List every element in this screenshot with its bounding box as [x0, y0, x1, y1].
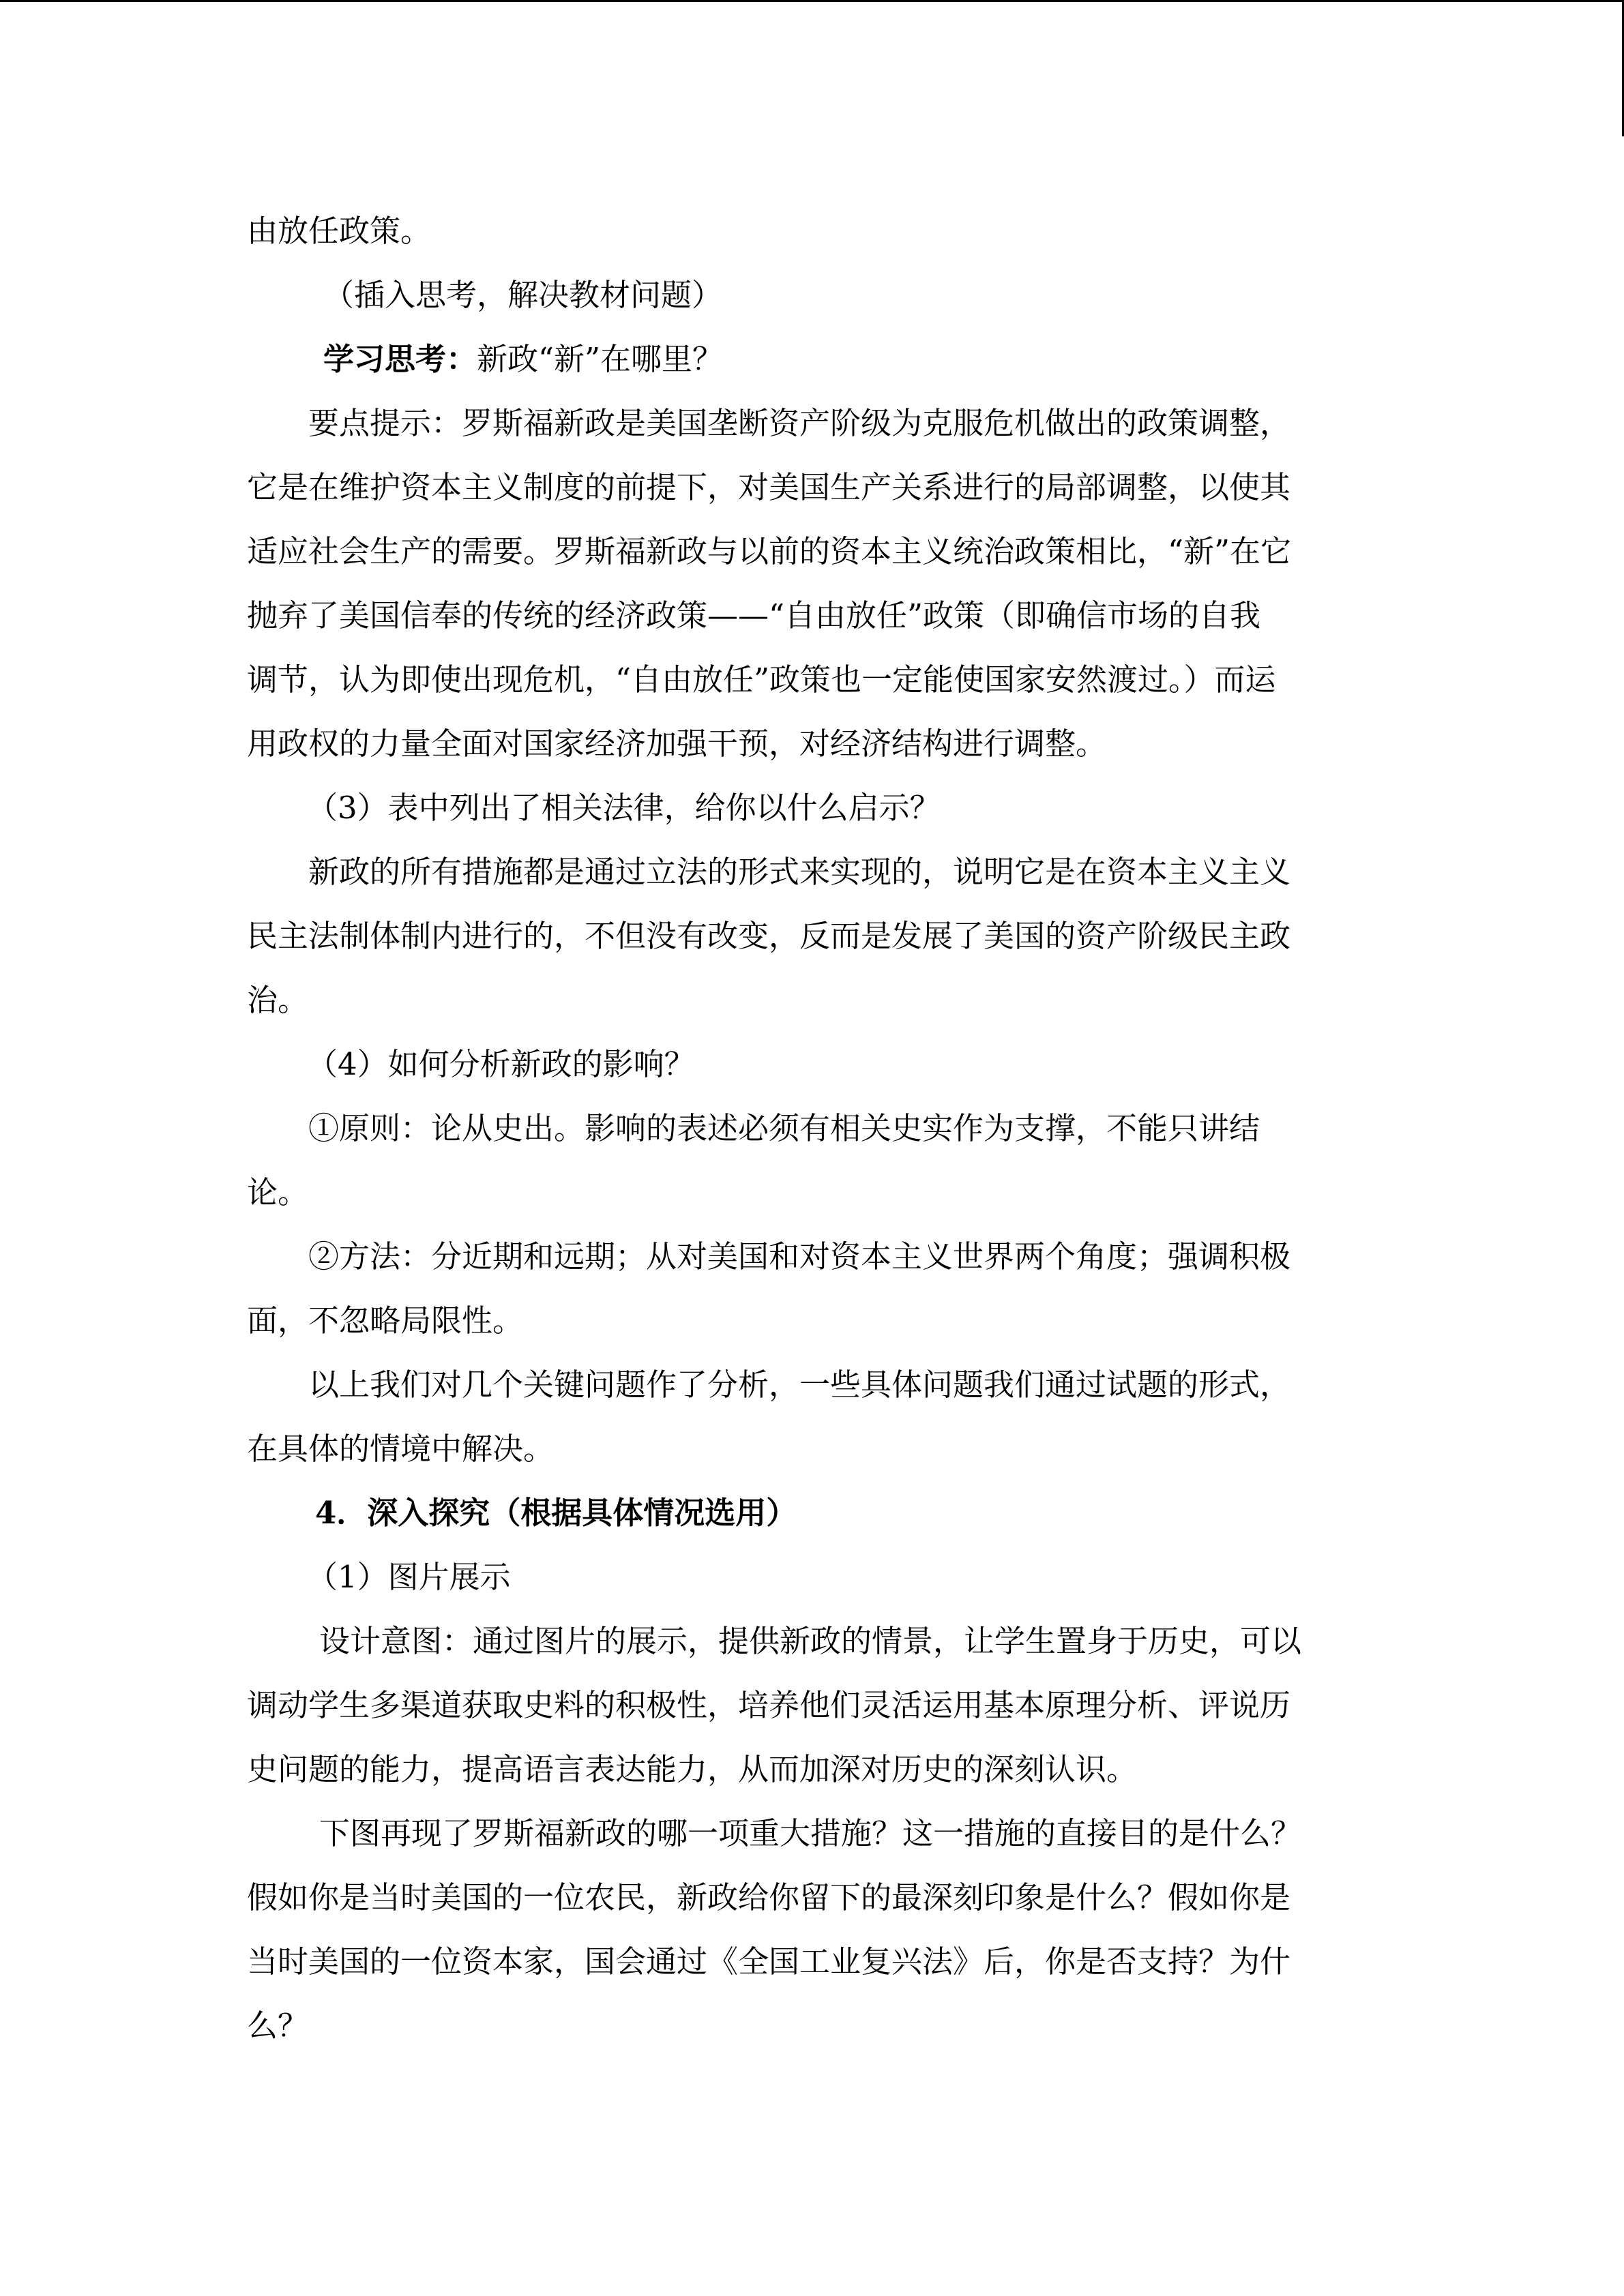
- paragraph-line: 么？: [247, 2008, 309, 2044]
- paragraph-line: 调节，认为即使出现危机，“自由放任”政策也一定能使国家安然渡过。）而运: [247, 661, 1276, 698]
- paragraph-line: 抛弃了美国信奉的传统的经济政策——“自由放任”政策（即确信市场的自我: [247, 597, 1261, 633]
- paragraph-line: 论。: [247, 1174, 309, 1210]
- bold-label: 学习思考：: [323, 341, 477, 377]
- paragraph-line: 要点提示：罗斯福新政是美国垄断资产阶级为克服危机做出的政策调整，: [308, 405, 1291, 441]
- paragraph-line: 适应社会生产的需要。罗斯福新政与以前的资本主义统治政策相比，“新”在它: [247, 533, 1292, 569]
- paragraph-line: （1）图片展示: [307, 1559, 511, 1595]
- paragraph-line: 新政的所有措施都是通过立法的形式来实现的，说明它是在资本主义主义: [308, 854, 1291, 890]
- paragraph-line: 下图再现了罗斯福新政的哪一项重大措施？这一措施的直接目的是什么？: [319, 1815, 1302, 1851]
- paragraph-line: 治。: [247, 982, 309, 1018]
- section-heading: 4．深入探究（根据具体情况选用）: [315, 1495, 797, 1531]
- paragraph-line: 史问题的能力，提高语言表达能力，从而加深对历史的深刻认识。: [247, 1751, 1138, 1787]
- heading-text: 新政“新”在哪里？: [477, 341, 724, 377]
- paragraph-line: 假如你是当时美国的一位农民，新政给你留下的最深刻印象是什么？假如你是: [247, 1879, 1291, 1915]
- document-body: [247, 199, 1379, 2058]
- paragraph-line: 民主法制体制内进行的，不但没有改变，反而是发展了美国的资产阶级民主政: [247, 918, 1291, 954]
- paragraph-line: 面，不忽略局限性。: [247, 1302, 524, 1339]
- paragraph-line: 调动学生多渠道获取史料的积极性，培养他们灵活运用基本原理分析、评说历: [247, 1687, 1291, 1723]
- heading-line: [247, 327, 1379, 391]
- paragraph-line: 它是在维护资本主义制度的前提下，对美国生产关系进行的局部调整，以使其: [247, 469, 1291, 505]
- top-border-line: [0, 0, 1624, 2]
- paragraph-line: （3）表中列出了相关法律，给你以什么启示？: [307, 790, 941, 826]
- paragraph-line: （插入思考，解决教材问题）: [323, 277, 723, 313]
- paragraph-line: 用政权的力量全面对国家经济加强干预，对经济结构进行调整。: [247, 726, 1107, 762]
- paragraph-line: 以上我们对几个关键问题作了分析，一些具体问题我们通过试题的形式，: [308, 1367, 1291, 1403]
- paragraph-line: ①原则：论从史出。影响的表述必须有相关史实作为支撑，不能只讲结: [308, 1110, 1260, 1146]
- paragraph-line: 设计意图：通过图片的展示，提供新政的情景，让学生置身于历史，可以: [319, 1623, 1302, 1659]
- paragraph-line: 当时美国的一位资本家，国会通过《全国工业复兴法》后，你是否支持？为什: [247, 1943, 1291, 1980]
- paragraph-line: （4）如何分析新政的影响？: [307, 1046, 695, 1082]
- paragraph-line: 在具体的情境中解决。: [247, 1431, 555, 1467]
- paragraph-line: ②方法：分近期和远期；从对美国和对资本主义世界两个角度；强调积极: [308, 1238, 1291, 1274]
- paragraph-line: 由放任政策。: [247, 213, 432, 249]
